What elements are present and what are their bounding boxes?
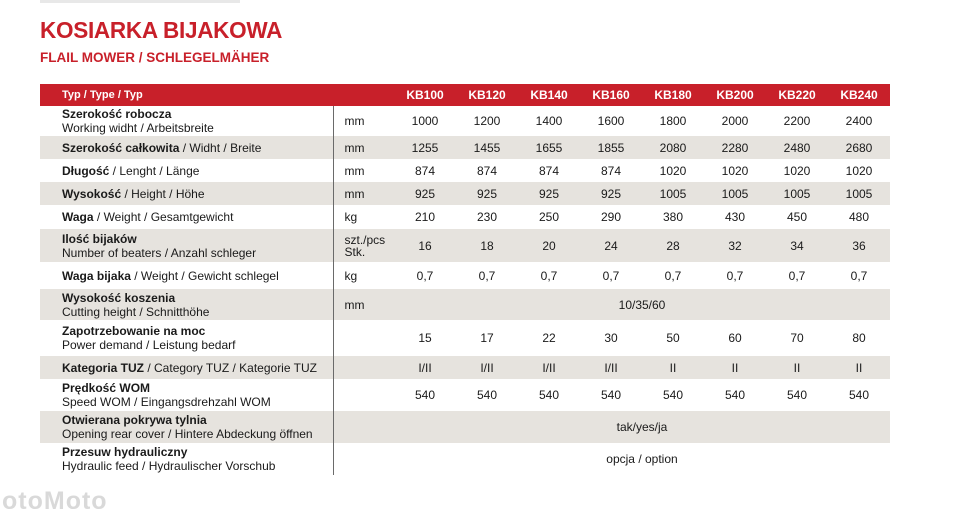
- spec-table: [40, 84, 890, 475]
- value-cell: 0,7: [850, 268, 868, 283]
- param-label-pl: Kategoria TUZ: [62, 360, 145, 375]
- value-cell: 16: [418, 238, 432, 253]
- param-label-pl: Zapotrzebowanie na moc: [62, 324, 206, 338]
- param-label-en: Cutting height / Schnitthöhe: [62, 304, 210, 319]
- table-header-row: [40, 84, 890, 106]
- value-cell: 2680: [845, 140, 873, 155]
- value-cell: 1600: [597, 114, 625, 128]
- param-label-pl: Przesuw hydrauliczny: [62, 445, 188, 459]
- value-cell: 925: [600, 186, 622, 201]
- value-cell: 80: [852, 331, 866, 345]
- value-cell: 22: [542, 331, 556, 345]
- value-cell: 2480: [783, 140, 811, 155]
- value-cell: 0,7: [540, 268, 558, 283]
- param-label-en: Power demand / Leistung bedarf: [62, 338, 236, 352]
- unit-cell: [333, 229, 394, 262]
- param-label-en: Hydraulic feed / Hydraulischer Vorschub: [62, 459, 276, 473]
- param-label-en: / Category TUZ / Kategorie TUZ: [144, 360, 317, 375]
- table-row: [40, 106, 890, 136]
- param-cell: [40, 229, 333, 262]
- value-cell: I/II: [604, 360, 618, 375]
- value-cell: 20: [542, 238, 556, 253]
- value-cell: 36: [852, 238, 866, 253]
- unit-cell: [333, 320, 394, 356]
- value-cell: 1655: [535, 140, 563, 155]
- unit-label: szt./pcs: [344, 232, 386, 247]
- param-cell: [40, 106, 333, 136]
- value-cell: II: [793, 360, 801, 375]
- value-cell: 50: [666, 331, 680, 345]
- param-label-pl: Szerokość całkowita: [62, 140, 180, 155]
- model-header: KB140: [530, 88, 568, 102]
- param-cell: [40, 205, 333, 229]
- value-cell: 480: [848, 210, 870, 224]
- value-cell: 0,7: [664, 268, 682, 283]
- top-rule: [40, 0, 240, 3]
- param-label-pl: Długość: [62, 163, 110, 178]
- merged-value-cell: tak/yes/ja: [616, 420, 668, 434]
- table-row: [40, 229, 890, 262]
- value-cell: 1255: [411, 140, 439, 155]
- value-cell: 540: [724, 388, 746, 402]
- value-cell: 28: [666, 238, 680, 253]
- table-row: [40, 320, 890, 356]
- model-header: KB180: [654, 88, 692, 102]
- value-cell: II: [731, 360, 739, 375]
- param-label-en: Speed WOM / Eingangsdrehzahl WOM: [62, 395, 271, 409]
- value-cell: 1020: [721, 163, 749, 178]
- param-label-en: Opening rear cover / Hintere Abdeckung öffnen: [62, 427, 313, 441]
- param-cell: [40, 411, 333, 443]
- unit-cell: mm: [344, 297, 365, 312]
- watermark: otoMoto: [2, 487, 108, 515]
- value-cell: 430: [724, 210, 746, 224]
- model-header: KB220: [778, 88, 816, 102]
- value-cell: 1005: [659, 186, 687, 201]
- param-label-en: Number of beaters / Anzahl schleger: [62, 245, 257, 260]
- value-cell: 925: [476, 186, 498, 201]
- param-label-pl: Wysokość koszenia: [62, 290, 176, 305]
- table-row: [40, 159, 890, 182]
- param-label-en: / Weight / Gesamtgewicht: [93, 210, 234, 224]
- value-cell: 1400: [535, 114, 563, 128]
- value-cell: 70: [790, 331, 804, 345]
- value-cell: 0,7: [726, 268, 744, 283]
- page-subtitle: FLAIL MOWER / SCHLEGELMÄHER: [40, 50, 270, 65]
- param-label-pl: Prędkość WOM: [62, 381, 151, 395]
- param-label-en: Working widht / Arbeitsbreite: [62, 121, 214, 135]
- value-cell: 1020: [783, 163, 811, 178]
- value-cell: 1005: [845, 186, 873, 201]
- value-cell: I/II: [542, 360, 556, 375]
- value-cell: 540: [414, 388, 436, 402]
- value-cell: 32: [728, 238, 742, 253]
- param-label-en: / Height / Höhe: [121, 186, 205, 201]
- value-cell: 34: [790, 238, 804, 253]
- param-cell: [40, 182, 333, 205]
- param-label-pl: Otwierana pokrywa tylnia: [62, 413, 207, 427]
- unit-header: [333, 84, 394, 106]
- param-label-en: / Weight / Gewicht schlegel: [130, 268, 279, 283]
- value-cell: 874: [476, 163, 498, 178]
- model-header: KB240: [840, 88, 878, 102]
- value-cell: 380: [662, 210, 684, 224]
- param-label-pl: Ilość bijaków: [62, 231, 137, 246]
- value-cell: 17: [480, 331, 494, 345]
- param-cell: [40, 320, 333, 356]
- value-cell: II: [855, 360, 863, 375]
- value-cell: 1020: [659, 163, 687, 178]
- param-cell: [40, 356, 333, 379]
- unit-cell: mm: [344, 163, 365, 178]
- table-row: [40, 182, 890, 205]
- value-cell: I/II: [418, 360, 432, 375]
- value-cell: 2000: [721, 114, 749, 128]
- param-cell: [40, 262, 333, 289]
- unit-cell: [333, 411, 394, 443]
- value-cell: 250: [538, 210, 560, 224]
- model-header: KB100: [406, 88, 444, 102]
- value-cell: 290: [600, 210, 622, 224]
- param-label-pl: Szerokość robocza: [62, 107, 172, 121]
- table-row: [40, 411, 890, 443]
- param-cell: [40, 289, 333, 320]
- param-cell: [40, 379, 333, 411]
- value-cell: II: [669, 360, 677, 375]
- param-cell: [40, 136, 333, 159]
- value-cell: 1855: [597, 140, 625, 155]
- param-label-pl: Waga: [62, 210, 94, 224]
- value-cell: 1800: [659, 114, 687, 128]
- value-cell: 874: [538, 163, 560, 178]
- value-cell: 15: [418, 331, 432, 345]
- value-cell: 450: [786, 210, 808, 224]
- value-cell: 540: [786, 388, 808, 402]
- value-cell: 210: [414, 210, 436, 224]
- value-cell: 30: [604, 331, 618, 345]
- value-cell: 1200: [473, 114, 501, 128]
- unit-cell: [333, 356, 394, 379]
- unit-cell: mm: [344, 186, 365, 201]
- value-cell: I/II: [480, 360, 494, 375]
- value-cell: 0,7: [602, 268, 620, 283]
- value-cell: 60: [728, 331, 742, 345]
- value-cell: 1005: [783, 186, 811, 201]
- merged-value-cell: 10/35/60: [618, 297, 666, 312]
- value-cell: 18: [480, 238, 494, 253]
- value-cell: 0,7: [416, 268, 434, 283]
- value-cell: 24: [604, 238, 618, 253]
- value-cell: 1020: [845, 163, 873, 178]
- table-row: [40, 136, 890, 159]
- value-cell: 540: [662, 388, 684, 402]
- table-row: [40, 443, 890, 475]
- param-label-pl: Waga bijaka: [62, 268, 131, 283]
- value-cell: 925: [414, 186, 436, 201]
- value-cell: 1455: [473, 140, 501, 155]
- param-label-pl: Wysokość: [62, 186, 122, 201]
- value-cell: 2400: [845, 114, 873, 128]
- param-label-en: / Widht / Breite: [179, 140, 262, 155]
- unit-cell: kg: [344, 210, 358, 224]
- value-cell: 540: [848, 388, 870, 402]
- value-cell: 2200: [783, 114, 811, 128]
- value-cell: 874: [600, 163, 622, 178]
- page-title: KOSIARKA BIJAKOWA: [40, 17, 283, 43]
- unit-cell: [333, 443, 394, 475]
- value-cell: 2080: [659, 140, 687, 155]
- unit-cell: mm: [344, 140, 365, 155]
- value-cell: 0,7: [478, 268, 496, 283]
- model-header: KB120: [468, 88, 506, 102]
- value-cell: 1000: [411, 114, 439, 128]
- model-header: KB160: [592, 88, 630, 102]
- value-cell: 1005: [721, 186, 749, 201]
- value-cell: 0,7: [788, 268, 806, 283]
- unit-cell: kg: [344, 268, 358, 283]
- param-label-en: / Lenght / Länge: [109, 163, 200, 178]
- value-cell: 230: [476, 210, 498, 224]
- value-cell: 540: [538, 388, 560, 402]
- merged-value-cell: opcja / option: [606, 452, 678, 466]
- table-row: [40, 356, 890, 379]
- model-header: KB200: [716, 88, 754, 102]
- param-cell: [40, 443, 333, 475]
- table-row: [40, 289, 890, 320]
- value-cell: 925: [538, 186, 560, 201]
- value-cell: 540: [600, 388, 622, 402]
- value-cell: 874: [414, 163, 436, 178]
- table-row: [40, 262, 890, 289]
- param-cell: [40, 159, 333, 182]
- table-row: [40, 379, 890, 411]
- type-header: Typ / Type / Typ: [62, 89, 143, 101]
- unit-cell: mm: [344, 114, 365, 128]
- unit-cell: [333, 379, 394, 411]
- value-cell: 2280: [721, 140, 749, 155]
- table-row: [40, 205, 890, 229]
- unit-label-2: Stk.: [344, 244, 366, 259]
- value-cell: 540: [476, 388, 498, 402]
